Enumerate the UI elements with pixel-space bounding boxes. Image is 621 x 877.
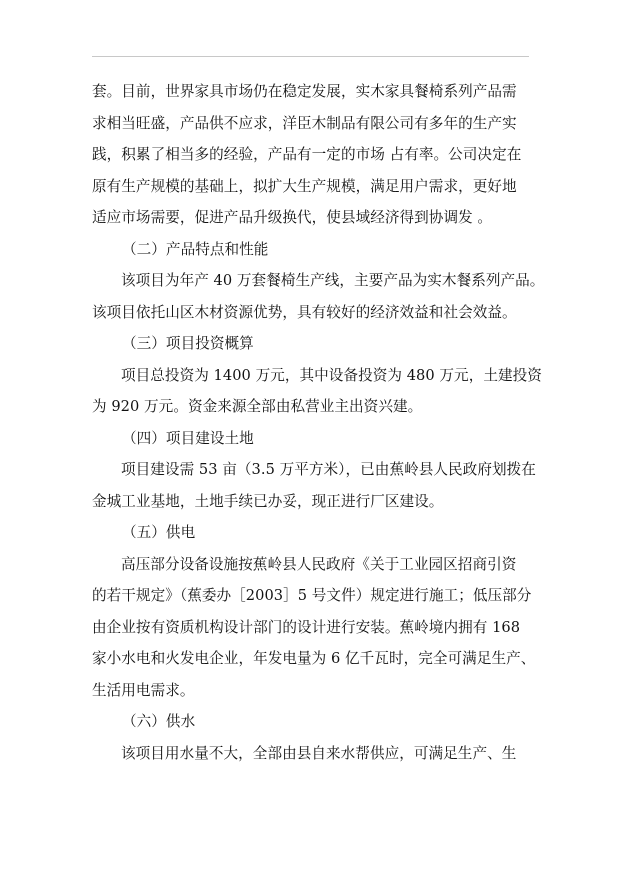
paragraph-water-supply <box>92 738 532 770</box>
text-line: 求相当旺盛，产品供不应求，洋臣木制品有限公司有多年的生产实 <box>92 114 517 132</box>
text-line: 为 920 万元。资金来源全部由私营业主出资兴建。 <box>92 398 423 415</box>
paragraph-market <box>92 76 532 234</box>
text-line: 生活用电需求。 <box>92 681 195 699</box>
document-body <box>92 76 545 769</box>
text-line: 的若干规定》（蕉委办［2003］5 号文件）规定进行施工；低压部分 <box>92 587 532 604</box>
text-line: 原有生产规模的基础上，拟扩大生产规模，满足用户需求，更好地 <box>92 177 517 195</box>
section-heading-power-supply: （五）供电 <box>122 524 196 541</box>
text-line: 项目总投资为 1400 万元，其中设备投资为 480 万元，土建投资 <box>121 366 542 384</box>
paragraph-investment <box>92 360 542 423</box>
text-line: 该项目依托山区木材资源优势，具有较好的经济效益和社会效益。 <box>92 303 517 321</box>
section-heading-investment: （三）项目投资概算 <box>122 335 254 352</box>
paragraph-land <box>92 454 536 517</box>
text-line: 该项目用水量不大，全部由县自来水帮供应，可满足生产、生 <box>121 744 517 762</box>
paragraph-product-features <box>92 265 545 328</box>
section-heading-land: （四）项目建设土地 <box>122 429 254 447</box>
section-heading-water-supply: （六）供水 <box>122 713 196 730</box>
text-line: 高压部分设备设施按蕉岭县人民政府《关于工业园区招商引资 <box>121 555 517 573</box>
text-line: 由企业按有资质机构设计部门的设计进行安装。蕉岭境内拥有 168 <box>92 618 521 636</box>
section-heading-product-features: （二）产品特点和性能 <box>122 240 269 258</box>
text-line: 项目建设需 53 亩（3.5 万平方米），已由蕉岭县人民政府划拨在 <box>121 461 536 478</box>
text-line: 践，积累了相当多的经验，产品有一定的市场 占有率。公司决定在 <box>92 146 522 163</box>
text-line: 家小水电和火发电企业，年发电量为 6 亿千瓦时，完全可满足生产、 <box>92 650 536 667</box>
text-line: 该项目为年产 40 万套餐椅生产线，主要产品为实木餐系列产品。 <box>121 272 545 289</box>
paragraph-power-supply <box>92 549 536 707</box>
header-rule <box>92 56 529 57</box>
text-line: 适应市场需要，促进产品升级换代，使县域经济得到协调发 。 <box>92 209 493 226</box>
text-line: 金城工业基地，土地手续已办妥，现正进行厂区建设。 <box>92 492 444 510</box>
text-line: 套。目前，世界家具市场仍在稳定发展，实木家具餐椅系列产品需 <box>92 83 517 100</box>
